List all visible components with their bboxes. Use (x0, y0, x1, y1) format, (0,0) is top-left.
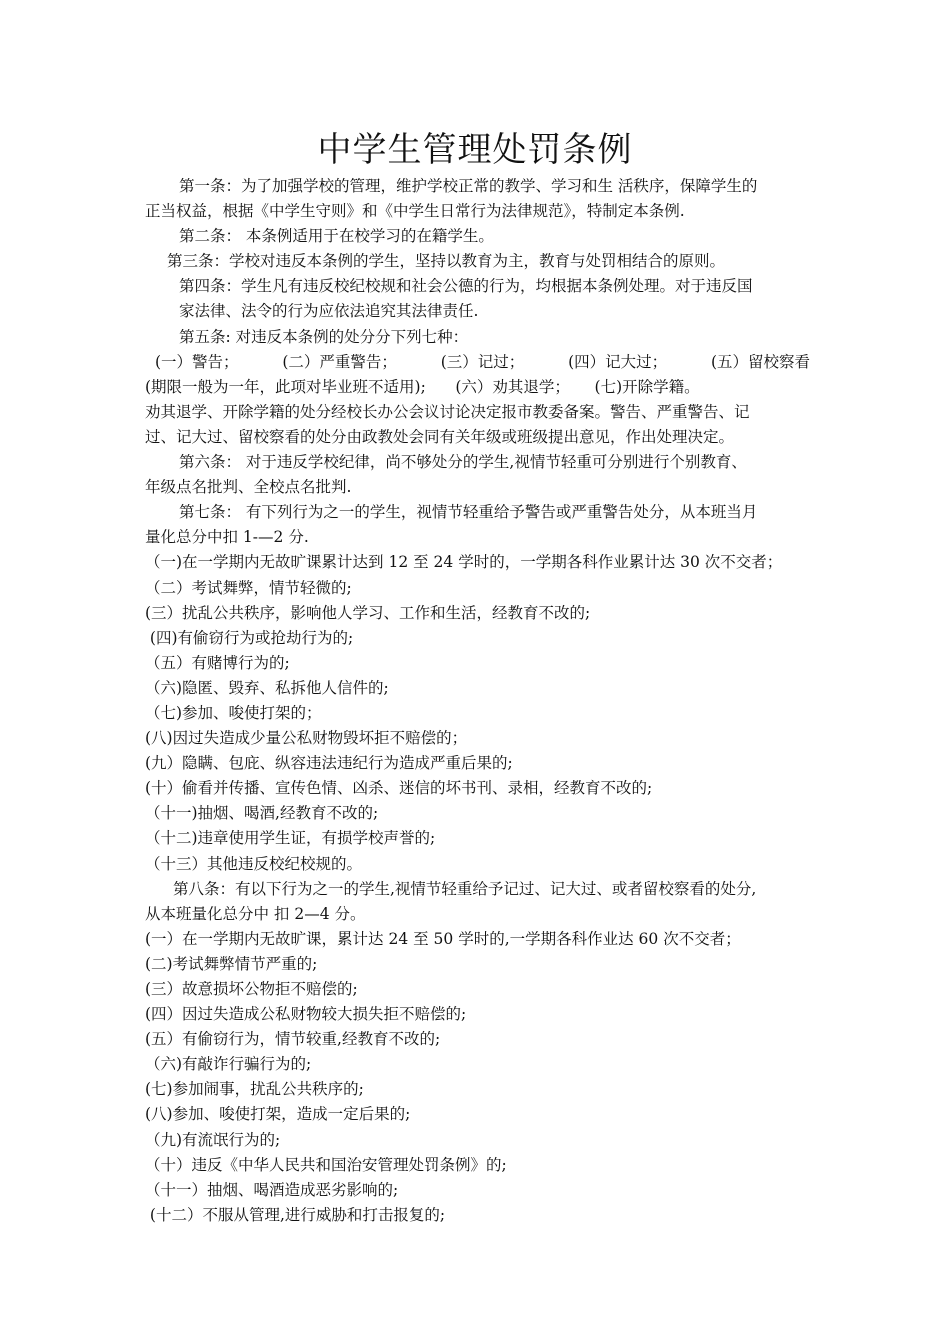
penalty-warning: (一）警告； (155, 352, 239, 371)
list-item: (三）扰乱公共秩序，影响他人学习、工作和生活，经教育不改的; (145, 603, 591, 622)
list-item: （六)有敲诈行骗行为的; (145, 1055, 312, 1074)
penalty-major-demerit: (四）记大过； (568, 352, 668, 371)
list-item: （七)参加、唆使打架的； (145, 703, 322, 722)
article-2: 第二条： 本条例适用于在校学习的在籍学生。 (179, 227, 494, 246)
list-item: （二）考试舞弊，情节轻微的; (145, 578, 352, 597)
article-5: 第五条: 对违反本条例的处分分下列七种： (179, 327, 469, 346)
paragraph-line: 过、记大过、留校察看的处分由政教处会同有关年级或班级提出意见，作出处理决定。 (145, 427, 735, 446)
list-item: （九)有流氓行为的; (145, 1130, 281, 1149)
list-item: （十三）其他违反校纪校规的。 (145, 854, 363, 873)
list-item: (九）隐瞒、包庇、纵容违法违纪行为造成严重后果的; (145, 754, 513, 773)
article-7-line-1: 第七条： 有下列行为之一的学生，视情节轻重给予警告或严重警告处分，从本班当月 (179, 503, 758, 522)
list-item: (二)考试舞弊情节严重的; (145, 954, 318, 973)
penalty-types-row-2: (期限一般为一年，此项对毕业班不适用); (六）劝其退学； (七)开除学籍。 (145, 377, 700, 396)
article-6-line-1: 第六条： 对于违反学校纪律，尚不够处分的学生,视情节轻重可分别进行个别教育、 (179, 453, 747, 472)
article-8-line-1: 第八条：有以下行为之一的学生,视情节轻重给予记过、记大过、或者留校察看的处分, (173, 879, 757, 898)
article-3: 第三条：学校对违反本条例的学生，坚持以教育为主，教育与处罚相结合的原则。 (167, 252, 726, 271)
list-item: (五）有偷窃行为，情节较重,经教育不改的; (145, 1030, 441, 1049)
document-title: 中学生管理处罚条例 (317, 130, 633, 170)
list-item: （五）有赌博行为的; (145, 653, 290, 672)
list-item: （十二)违章使用学生证，有损学校声誉的; (145, 829, 436, 848)
paragraph-line: 劝其退学、开除学籍的处分经校长办公会议讨论决定报市教委备案。警告、严重警告、记 (145, 402, 750, 421)
list-item: （十）违反《中华人民共和国治安管理处罚条例》的; (145, 1155, 507, 1174)
article-4-line-1: 第四条：学生凡有违反校纪校规和社会公德的行为，均根据本条例处理。对于违反国 (179, 277, 753, 296)
list-item: （六)隐匿、毁弃、私拆他人信件的; (145, 678, 389, 697)
list-item: (一）在一学期内无故旷课，累计达 24 至 50 学时的,一学期各科作业达 60 次不交者； (145, 929, 741, 948)
list-item: (十二）不服从管理,进行威胁和打击报复的; (145, 1205, 446, 1224)
article-6-line-2: 年级点名批判、全校点名批判. (145, 478, 352, 497)
list-item: (十）偷看并传播、宣传色情、凶杀、迷信的坏书刊、录相，经教育不改的; (145, 779, 653, 798)
article-8-line-2: 从本班量化总分中 扣 2—4 分。 (145, 904, 366, 923)
list-item: （十一)抽烟、喝酒,经教育不改的; (145, 804, 379, 823)
list-item: (八)因过失造成少量公私财物毁坏拒不赔偿的； (145, 729, 468, 748)
list-item: (四)有偷窃行为或抢劫行为的; (145, 628, 354, 647)
penalty-serious-warning: (二）严重警告； (282, 352, 397, 371)
article-1-line-1: 第一条：为了加强学校的管理，维护学校正常的教学、学习和生 活秩序，保障学生的 (179, 177, 758, 195)
document-body (145, 174, 810, 1228)
list-item: (三）故意损坏公物拒不赔偿的; (145, 980, 358, 998)
article-1-line-2: 正当权益，根据《中学生守则》和《中学生日常行为法律规范》，特制定本条例. (145, 202, 685, 221)
penalty-probation: (五）留校察看 (710, 352, 810, 371)
penalty-demerit: (三）记过； (440, 352, 525, 371)
list-item: （十一）抽烟、喝酒造成恶劣影响的; (145, 1180, 399, 1199)
list-item: （一)在一学期内无故旷课累计达到 12 至 24 学时的，一学期各科作业累计达 30 次不交者； (145, 553, 783, 572)
list-item: (七)参加闹事，扰乱公共秩序的; (145, 1080, 364, 1099)
article-7-line-2: 量化总分中扣 1-—2 分. (145, 528, 309, 547)
article-4-line-2: 家法律、法令的行为应依法追究其法律责任. (179, 302, 479, 321)
list-item: (八)参加、唆使打架，造成一定后果的; (145, 1105, 411, 1124)
list-item: (四）因过失造成公私财物较大损失拒不赔偿的; (145, 1005, 467, 1024)
penalty-types-row (145, 350, 810, 375)
